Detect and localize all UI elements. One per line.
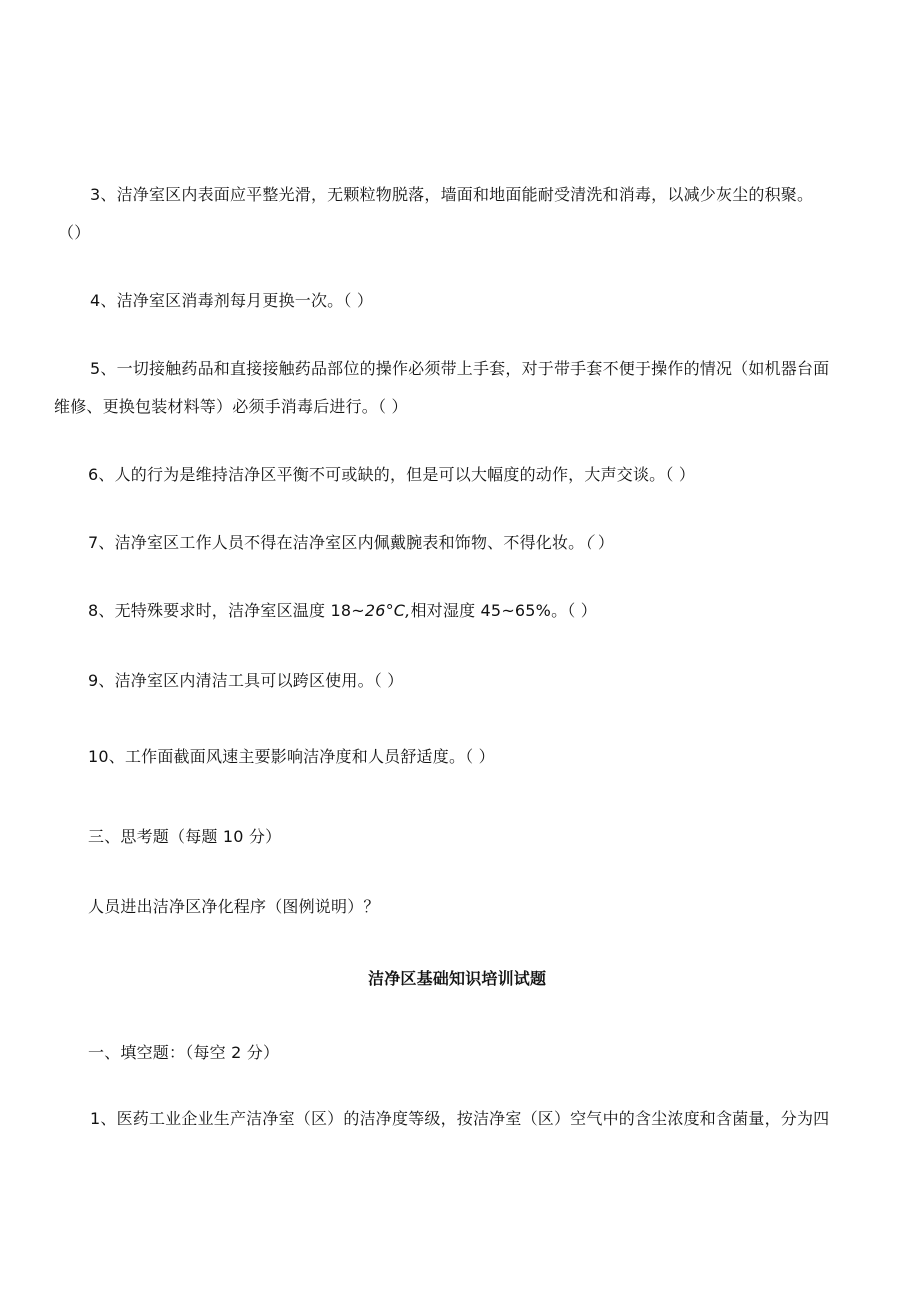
- question-5-line-1: 5、一切接触药品和直接接触药品部位的操作必须带上手套，对于带手套不便于操作的情况（如机器台面: [90, 359, 830, 378]
- question-8: [88, 600, 597, 622]
- question-8-temperature: 26°C,: [364, 601, 411, 620]
- document-title: 洁净区基础知识培训试题: [368, 969, 547, 988]
- question-8-after: 相对湿度 45~65%。（ ）: [410, 601, 597, 620]
- question-7-paren-close: ）: [592, 533, 615, 552]
- question-5-line-2: 维修、更换包装材料等）必须手消毒后进行。（ ）: [54, 397, 408, 416]
- question-6: 6、人的行为是维持洁净区平衡不可或缺的，但是可以大幅度的动作，大声交谈。（ ）: [88, 465, 696, 484]
- question-7-text: 7、洁净室区工作人员不得在洁净室区内佩戴腕表和饰物、不得化妆。: [88, 533, 585, 552]
- section-1-heading: 一、填空题：（每空 2 分）: [88, 1043, 280, 1062]
- question-3-line-1: 3、洁净室区内表面应平整光滑，无颗粒物脱落，墙面和地面能耐受清洗和消毒，以减少灰尘的积聚。: [90, 185, 814, 204]
- question-9: 9、洁净室区内清洁工具可以跨区使用。（ ）: [88, 671, 404, 690]
- section-1-question-1: 1、医药工业企业生产洁净室（区）的洁净度等级，按洁净室（区）空气中的含尘浓度和含菌量，分为四: [90, 1109, 830, 1128]
- question-10: 10、工作面截面风速主要影响洁净度和人员舒适度。（ ）: [88, 747, 495, 766]
- question-7-paren-open: （: [584, 533, 593, 552]
- question-8-before: 8、无特殊要求时，洁净室区温度 18~: [88, 601, 365, 620]
- section-3-heading: 三、思考题（每题 10 分）: [88, 827, 282, 846]
- question-4: 4、洁净室区消毒剂每月更换一次。（ ）: [90, 291, 374, 310]
- question-7: [88, 532, 614, 554]
- question-3-answer-paren: （）: [58, 223, 91, 242]
- section-3-question: 人员进出洁净区净化程序（图例说明）？: [88, 897, 380, 916]
